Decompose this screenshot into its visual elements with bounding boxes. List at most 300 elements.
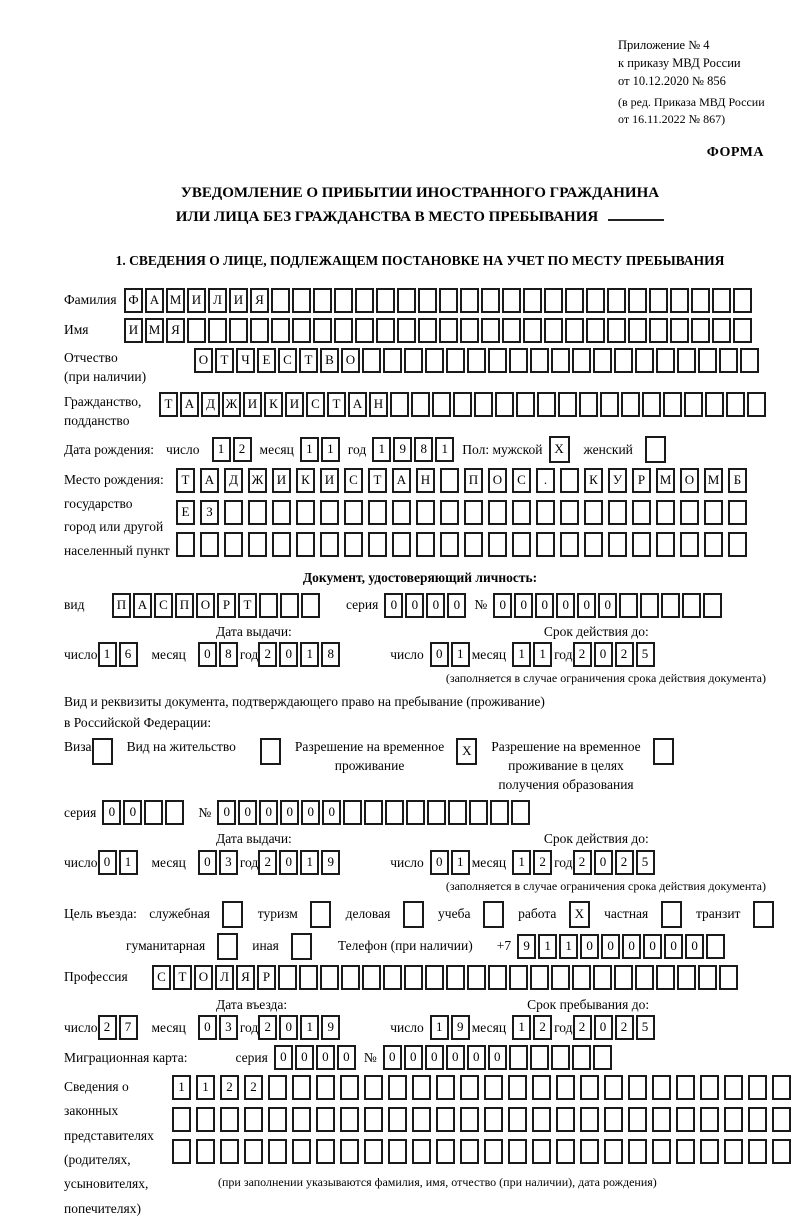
representatives-line1-boxes[interactable]: [172, 1075, 796, 1100]
birth-place-line3-boxes-cell[interactable]: [632, 532, 651, 557]
patronymic-boxes-cell[interactable]: [425, 348, 444, 373]
name-boxes-cell[interactable]: [292, 318, 311, 343]
birth-place-line1-boxes-cell[interactable]: О: [488, 468, 507, 493]
identity-issue-month-boxes-cell[interactable]: 0: [198, 642, 217, 667]
birth-year-boxes-cell[interactable]: 1: [435, 437, 454, 462]
profession-boxes-cell[interactable]: [446, 965, 465, 990]
birth-place-line1-boxes-cell[interactable]: К: [296, 468, 315, 493]
purpose-study-checkbox-cell[interactable]: [483, 901, 504, 928]
residence-number-boxes-cell[interactable]: 0: [280, 800, 299, 825]
name-boxes-cell[interactable]: [187, 318, 206, 343]
birth-month-boxes-cell[interactable]: 1: [321, 437, 340, 462]
name-boxes-cell[interactable]: [733, 318, 752, 343]
name-boxes-cell[interactable]: [418, 318, 437, 343]
surname-boxes-cell[interactable]: М: [166, 288, 185, 313]
birth-place-line2-boxes-cell[interactable]: [224, 500, 243, 525]
representatives-line2-boxes-cell[interactable]: [724, 1107, 743, 1132]
citizenship-boxes-cell[interactable]: [411, 392, 430, 417]
profession-boxes-cell[interactable]: [383, 965, 402, 990]
residence-valid-day-boxes-cell[interactable]: 0: [430, 850, 449, 875]
profession-boxes[interactable]: [152, 965, 740, 990]
representatives-line3-boxes-cell[interactable]: [436, 1139, 455, 1164]
identity-kind-boxes-cell[interactable]: О: [196, 593, 215, 618]
representatives-line1-boxes-cell[interactable]: 1: [172, 1075, 191, 1100]
identity-issue-day-boxes[interactable]: [98, 642, 140, 667]
purpose-private-checkbox[interactable]: [661, 901, 684, 928]
temp-permit-checkbox-cell[interactable]: X: [456, 738, 477, 765]
patronymic-boxes-cell[interactable]: Т: [299, 348, 318, 373]
representatives-line1-boxes-cell[interactable]: [460, 1075, 479, 1100]
representatives-line1-boxes-cell[interactable]: 2: [220, 1075, 239, 1100]
surname-boxes-cell[interactable]: [355, 288, 374, 313]
name-boxes-cell[interactable]: [334, 318, 353, 343]
representatives-line1-boxes-cell[interactable]: [292, 1075, 311, 1100]
birth-place-line2-boxes-cell[interactable]: [272, 500, 291, 525]
name-boxes-cell[interactable]: [229, 318, 248, 343]
birth-place-line3-boxes-cell[interactable]: [560, 532, 579, 557]
birth-place-line2-boxes-cell[interactable]: [248, 500, 267, 525]
representatives-line1-boxes-cell[interactable]: 1: [196, 1075, 215, 1100]
purpose-tourism-checkbox[interactable]: [310, 901, 333, 928]
visa-checkbox-cell[interactable]: [92, 738, 113, 765]
name-boxes-cell[interactable]: [670, 318, 689, 343]
identity-valid-year-boxes-cell[interactable]: 0: [594, 642, 613, 667]
phone-boxes-cell[interactable]: [706, 934, 725, 959]
profession-boxes-cell[interactable]: [656, 965, 675, 990]
patronymic-boxes-cell[interactable]: С: [278, 348, 297, 373]
representatives-line3-boxes-cell[interactable]: [772, 1139, 791, 1164]
residence-number-boxes-cell[interactable]: [448, 800, 467, 825]
name-boxes-cell[interactable]: [691, 318, 710, 343]
migration-number-boxes-cell[interactable]: 0: [488, 1045, 507, 1070]
citizenship-boxes-cell[interactable]: [453, 392, 472, 417]
until-day-boxes-cell[interactable]: 1: [430, 1015, 449, 1040]
residence-series-boxes-cell[interactable]: 0: [123, 800, 142, 825]
birth-place-line1-boxes-cell[interactable]: С: [344, 468, 363, 493]
surname-boxes-cell[interactable]: Ф: [124, 288, 143, 313]
representatives-line1-boxes-cell[interactable]: [532, 1075, 551, 1100]
surname-boxes-cell[interactable]: [271, 288, 290, 313]
birth-place-line2-boxes-cell[interactable]: [608, 500, 627, 525]
name-boxes-cell[interactable]: [355, 318, 374, 343]
patronymic-boxes-cell[interactable]: [719, 348, 738, 373]
identity-series-boxes-cell[interactable]: 0: [447, 593, 466, 618]
birth-place-line3-boxes-cell[interactable]: [512, 532, 531, 557]
birth-year-boxes-cell[interactable]: 1: [372, 437, 391, 462]
identity-issue-year-boxes-cell[interactable]: 0: [279, 642, 298, 667]
identity-kind-boxes-cell[interactable]: [301, 593, 320, 618]
phone-boxes[interactable]: [517, 934, 727, 959]
migration-number-boxes-cell[interactable]: [572, 1045, 591, 1070]
temp-permit-checkbox[interactable]: [456, 738, 479, 765]
citizenship-boxes-cell[interactable]: [390, 392, 409, 417]
edu-permit-checkbox-cell[interactable]: [653, 738, 674, 765]
identity-kind-boxes-cell[interactable]: А: [133, 593, 152, 618]
phone-boxes-cell[interactable]: 0: [580, 934, 599, 959]
residence-number-boxes-cell[interactable]: [427, 800, 446, 825]
birth-place-line3-boxes-cell[interactable]: [368, 532, 387, 557]
birth-place-line1-boxes-cell[interactable]: А: [392, 468, 411, 493]
identity-valid-day-boxes[interactable]: [430, 642, 472, 667]
identity-valid-year-boxes-cell[interactable]: 2: [615, 642, 634, 667]
migration-number-boxes-cell[interactable]: [530, 1045, 549, 1070]
birth-place-line3-boxes-cell[interactable]: [416, 532, 435, 557]
birth-place-line3-boxes-cell[interactable]: [344, 532, 363, 557]
phone-boxes-cell[interactable]: 0: [622, 934, 641, 959]
representatives-line2-boxes-cell[interactable]: [652, 1107, 671, 1132]
profession-boxes-cell[interactable]: [509, 965, 528, 990]
purpose-work-checkbox-cell[interactable]: X: [569, 901, 590, 928]
purpose-official-checkbox[interactable]: [222, 901, 245, 928]
identity-series-boxes-cell[interactable]: 0: [405, 593, 424, 618]
representatives-line3-boxes-cell[interactable]: [724, 1139, 743, 1164]
profession-boxes-cell[interactable]: Р: [257, 965, 276, 990]
profession-boxes-cell[interactable]: [320, 965, 339, 990]
purpose-humanitarian-checkbox[interactable]: [217, 933, 240, 960]
birth-place-line3-boxes-cell[interactable]: [320, 532, 339, 557]
identity-kind-boxes-cell[interactable]: П: [175, 593, 194, 618]
residence-number-boxes-cell[interactable]: [364, 800, 383, 825]
surname-boxes-cell[interactable]: [439, 288, 458, 313]
representatives-line1-boxes-cell[interactable]: [316, 1075, 335, 1100]
representatives-line2-boxes-cell[interactable]: [700, 1107, 719, 1132]
residence-issue-day-boxes-cell[interactable]: 0: [98, 850, 117, 875]
birth-place-line3-boxes-cell[interactable]: [464, 532, 483, 557]
birth-year-boxes-cell[interactable]: 9: [393, 437, 412, 462]
birth-place-line2-boxes-cell[interactable]: З: [200, 500, 219, 525]
residence-valid-day-boxes[interactable]: [430, 850, 472, 875]
patronymic-boxes-cell[interactable]: [362, 348, 381, 373]
citizenship-boxes-cell[interactable]: Н: [369, 392, 388, 417]
birth-year-boxes-cell[interactable]: 8: [414, 437, 433, 462]
birth-place-line2-boxes-cell[interactable]: [344, 500, 363, 525]
citizenship-boxes-cell[interactable]: [516, 392, 535, 417]
residence-issue-year-boxes-cell[interactable]: 0: [279, 850, 298, 875]
representatives-line2-boxes[interactable]: [172, 1107, 796, 1132]
purpose-business-checkbox-cell[interactable]: [403, 901, 424, 928]
representatives-line2-boxes-cell[interactable]: [340, 1107, 359, 1132]
birth-place-line3-boxes-cell[interactable]: [488, 532, 507, 557]
patronymic-boxes[interactable]: [194, 348, 761, 373]
purpose-business-checkbox[interactable]: [403, 901, 426, 928]
identity-valid-month-boxes[interactable]: [512, 642, 554, 667]
purpose-study-checkbox[interactable]: [483, 901, 506, 928]
representatives-line2-boxes-cell[interactable]: [196, 1107, 215, 1132]
residence-permit-checkbox-cell[interactable]: [260, 738, 281, 765]
identity-number-boxes-cell[interactable]: [682, 593, 701, 618]
identity-series-boxes-cell[interactable]: 0: [426, 593, 445, 618]
birth-day-boxes-cell[interactable]: 1: [212, 437, 231, 462]
citizenship-boxes-cell[interactable]: Д: [201, 392, 220, 417]
representatives-line2-boxes-cell[interactable]: [484, 1107, 503, 1132]
representatives-line2-boxes-cell[interactable]: [388, 1107, 407, 1132]
residence-valid-month-boxes[interactable]: [512, 850, 554, 875]
birth-year-boxes[interactable]: [372, 437, 456, 462]
birth-place-line2-boxes-cell[interactable]: [488, 500, 507, 525]
identity-number-boxes-cell[interactable]: 0: [556, 593, 575, 618]
identity-kind-boxes[interactable]: [112, 593, 322, 618]
birth-place-line3-boxes-cell[interactable]: [272, 532, 291, 557]
name-boxes-cell[interactable]: [460, 318, 479, 343]
migration-series-boxes-cell[interactable]: 0: [274, 1045, 293, 1070]
representatives-line1-boxes-cell[interactable]: [628, 1075, 647, 1100]
representatives-line1-boxes-cell[interactable]: [388, 1075, 407, 1100]
birth-place-line3-boxes-cell[interactable]: [392, 532, 411, 557]
entry-day-boxes[interactable]: [98, 1015, 140, 1040]
entry-month-boxes-cell[interactable]: 0: [198, 1015, 217, 1040]
profession-boxes-cell[interactable]: [299, 965, 318, 990]
entry-day-boxes-cell[interactable]: 7: [119, 1015, 138, 1040]
representatives-line2-boxes-cell[interactable]: [220, 1107, 239, 1132]
identity-kind-boxes-cell[interactable]: Т: [238, 593, 257, 618]
migration-number-boxes-cell[interactable]: 0: [383, 1045, 402, 1070]
representatives-line2-boxes-cell[interactable]: [244, 1107, 263, 1132]
phone-boxes-cell[interactable]: 9: [517, 934, 536, 959]
entry-year-boxes-cell[interactable]: 2: [258, 1015, 277, 1040]
surname-boxes-cell[interactable]: [607, 288, 626, 313]
representatives-line3-boxes-cell[interactable]: [316, 1139, 335, 1164]
identity-valid-year-boxes[interactable]: [573, 642, 657, 667]
representatives-line3-boxes-cell[interactable]: [244, 1139, 263, 1164]
birth-place-line3-boxes-cell[interactable]: [296, 532, 315, 557]
name-boxes-cell[interactable]: [250, 318, 269, 343]
profession-boxes-cell[interactable]: [425, 965, 444, 990]
surname-boxes-cell[interactable]: Я: [250, 288, 269, 313]
representatives-line1-boxes-cell[interactable]: [484, 1075, 503, 1100]
birth-place-line1-boxes-cell[interactable]: Т: [368, 468, 387, 493]
patronymic-boxes-cell[interactable]: [698, 348, 717, 373]
representatives-line2-boxes-cell[interactable]: [628, 1107, 647, 1132]
residence-series-boxes[interactable]: [102, 800, 186, 825]
profession-boxes-cell[interactable]: [677, 965, 696, 990]
representatives-line3-boxes-cell[interactable]: [196, 1139, 215, 1164]
residence-issue-year-boxes-cell[interactable]: 2: [258, 850, 277, 875]
residence-number-boxes-cell[interactable]: [343, 800, 362, 825]
birth-place-line3-boxes-cell[interactable]: [584, 532, 603, 557]
migration-number-boxes-cell[interactable]: [551, 1045, 570, 1070]
citizenship-boxes-cell[interactable]: Т: [327, 392, 346, 417]
birth-place-line1-boxes-cell[interactable]: О: [680, 468, 699, 493]
birth-place-line1-boxes-cell[interactable]: У: [608, 468, 627, 493]
profession-boxes-cell[interactable]: О: [194, 965, 213, 990]
identity-issue-year-boxes-cell[interactable]: 1: [300, 642, 319, 667]
patronymic-boxes-cell[interactable]: Т: [215, 348, 234, 373]
residence-issue-day-boxes-cell[interactable]: 1: [119, 850, 138, 875]
birth-place-line1-boxes-cell[interactable]: М: [656, 468, 675, 493]
residence-permit-checkbox[interactable]: [260, 738, 283, 765]
surname-boxes-cell[interactable]: Л: [208, 288, 227, 313]
residence-number-boxes-cell[interactable]: 0: [301, 800, 320, 825]
until-day-boxes-cell[interactable]: 9: [451, 1015, 470, 1040]
representatives-line2-boxes-cell[interactable]: [580, 1107, 599, 1132]
representatives-line1-boxes-cell[interactable]: [268, 1075, 287, 1100]
birth-place-line2-boxes-cell[interactable]: [560, 500, 579, 525]
identity-number-boxes-cell[interactable]: 0: [493, 593, 512, 618]
patronymic-boxes-cell[interactable]: [530, 348, 549, 373]
migration-series-boxes-cell[interactable]: 0: [337, 1045, 356, 1070]
phone-boxes-cell[interactable]: 0: [664, 934, 683, 959]
birth-place-line1-boxes-cell[interactable]: Т: [176, 468, 195, 493]
residence-number-boxes-cell[interactable]: 0: [217, 800, 236, 825]
patronymic-boxes-cell[interactable]: [488, 348, 507, 373]
until-day-boxes[interactable]: [430, 1015, 472, 1040]
representatives-line3-boxes-cell[interactable]: [508, 1139, 527, 1164]
patronymic-boxes-cell[interactable]: [509, 348, 528, 373]
residence-valid-year-boxes-cell[interactable]: 5: [636, 850, 655, 875]
identity-valid-day-boxes-cell[interactable]: 1: [451, 642, 470, 667]
representatives-line3-boxes-cell[interactable]: [484, 1139, 503, 1164]
until-year-boxes-cell[interactable]: 5: [636, 1015, 655, 1040]
birth-place-line3-boxes-cell[interactable]: [728, 532, 747, 557]
representatives-line3-boxes-cell[interactable]: [460, 1139, 479, 1164]
patronymic-boxes-cell[interactable]: [656, 348, 675, 373]
name-boxes-cell[interactable]: Я: [166, 318, 185, 343]
purpose-private-checkbox-cell[interactable]: [661, 901, 682, 928]
until-year-boxes-cell[interactable]: 2: [573, 1015, 592, 1040]
patronymic-boxes-cell[interactable]: [404, 348, 423, 373]
identity-number-boxes-cell[interactable]: [619, 593, 638, 618]
surname-boxes-cell[interactable]: [376, 288, 395, 313]
birth-place-line2-boxes-cell[interactable]: [440, 500, 459, 525]
name-boxes-cell[interactable]: [313, 318, 332, 343]
patronymic-boxes-cell[interactable]: [446, 348, 465, 373]
citizenship-boxes-cell[interactable]: Ж: [222, 392, 241, 417]
patronymic-boxes-cell[interactable]: Ч: [236, 348, 255, 373]
profession-boxes-cell[interactable]: [278, 965, 297, 990]
until-month-boxes-cell[interactable]: 1: [512, 1015, 531, 1040]
profession-boxes-cell[interactable]: [593, 965, 612, 990]
identity-issue-year-boxes-cell[interactable]: 8: [321, 642, 340, 667]
identity-valid-day-boxes-cell[interactable]: 0: [430, 642, 449, 667]
representatives-line3-boxes-cell[interactable]: [388, 1139, 407, 1164]
citizenship-boxes-cell[interactable]: К: [264, 392, 283, 417]
surname-boxes[interactable]: [124, 288, 754, 313]
birth-place-line3-boxes-cell[interactable]: [176, 532, 195, 557]
profession-boxes-cell[interactable]: С: [152, 965, 171, 990]
name-boxes-cell[interactable]: [208, 318, 227, 343]
representatives-line2-boxes-cell[interactable]: [556, 1107, 575, 1132]
name-boxes-cell[interactable]: [607, 318, 626, 343]
profession-boxes-cell[interactable]: [341, 965, 360, 990]
surname-boxes-cell[interactable]: [334, 288, 353, 313]
surname-boxes-cell[interactable]: [670, 288, 689, 313]
entry-year-boxes-cell[interactable]: 0: [279, 1015, 298, 1040]
migration-number-boxes-cell[interactable]: 0: [467, 1045, 486, 1070]
birth-place-line3-boxes-cell[interactable]: [608, 532, 627, 557]
representatives-line1-boxes-cell[interactable]: [508, 1075, 527, 1100]
birth-place-line2-boxes-cell[interactable]: [512, 500, 531, 525]
migration-number-boxes-cell[interactable]: 0: [404, 1045, 423, 1070]
residence-issue-year-boxes-cell[interactable]: 9: [321, 850, 340, 875]
residence-issue-month-boxes-cell[interactable]: 0: [198, 850, 217, 875]
entry-year-boxes[interactable]: [258, 1015, 342, 1040]
residence-valid-year-boxes-cell[interactable]: 2: [573, 850, 592, 875]
profession-boxes-cell[interactable]: [467, 965, 486, 990]
representatives-line2-boxes-cell[interactable]: [460, 1107, 479, 1132]
migration-number-boxes-cell[interactable]: [593, 1045, 612, 1070]
birth-place-line2-boxes-cell[interactable]: [392, 500, 411, 525]
representatives-line3-boxes-cell[interactable]: [556, 1139, 575, 1164]
representatives-line3-boxes-cell[interactable]: [292, 1139, 311, 1164]
residence-series-boxes-cell[interactable]: 0: [102, 800, 121, 825]
identity-kind-boxes-cell[interactable]: П: [112, 593, 131, 618]
patronymic-boxes-cell[interactable]: О: [341, 348, 360, 373]
patronymic-boxes-cell[interactable]: [593, 348, 612, 373]
patronymic-boxes-cell[interactable]: [740, 348, 759, 373]
citizenship-boxes-cell[interactable]: [621, 392, 640, 417]
name-boxes[interactable]: [124, 318, 754, 343]
purpose-transit-checkbox-cell[interactable]: [753, 901, 774, 928]
birth-place-line2-boxes-cell[interactable]: [416, 500, 435, 525]
surname-boxes-cell[interactable]: И: [187, 288, 206, 313]
profession-boxes-cell[interactable]: [719, 965, 738, 990]
phone-boxes-cell[interactable]: 0: [643, 934, 662, 959]
name-boxes-cell[interactable]: [502, 318, 521, 343]
identity-valid-year-boxes-cell[interactable]: 5: [636, 642, 655, 667]
birth-place-line1-boxes[interactable]: [176, 468, 752, 493]
patronymic-boxes-cell[interactable]: Е: [257, 348, 276, 373]
migration-series-boxes-cell[interactable]: 0: [316, 1045, 335, 1070]
name-boxes-cell[interactable]: И: [124, 318, 143, 343]
representatives-line1-boxes-cell[interactable]: [580, 1075, 599, 1100]
citizenship-boxes-cell[interactable]: [705, 392, 724, 417]
identity-number-boxes-cell[interactable]: [703, 593, 722, 618]
representatives-line2-boxes-cell[interactable]: [316, 1107, 335, 1132]
representatives-line1-boxes-cell[interactable]: [340, 1075, 359, 1100]
residence-series-boxes-cell[interactable]: [144, 800, 163, 825]
residence-number-boxes-cell[interactable]: [490, 800, 509, 825]
representatives-line2-boxes-cell[interactable]: [676, 1107, 695, 1132]
residence-issue-year-boxes[interactable]: [258, 850, 342, 875]
name-boxes-cell[interactable]: [586, 318, 605, 343]
surname-boxes-cell[interactable]: [397, 288, 416, 313]
birth-place-line1-boxes-cell[interactable]: Б: [728, 468, 747, 493]
birth-place-line1-boxes-cell[interactable]: М: [704, 468, 723, 493]
birth-place-line1-boxes-cell[interactable]: К: [584, 468, 603, 493]
residence-number-boxes-cell[interactable]: 0: [238, 800, 257, 825]
patronymic-boxes-cell[interactable]: [572, 348, 591, 373]
identity-number-boxes-cell[interactable]: [661, 593, 680, 618]
residence-number-boxes-cell[interactable]: [511, 800, 530, 825]
identity-issue-day-boxes-cell[interactable]: 1: [98, 642, 117, 667]
birth-place-line2-boxes-cell[interactable]: [320, 500, 339, 525]
profession-boxes-cell[interactable]: Л: [215, 965, 234, 990]
birth-place-line1-boxes-cell[interactable]: .: [536, 468, 555, 493]
surname-boxes-cell[interactable]: [313, 288, 332, 313]
residence-valid-year-boxes-cell[interactable]: 2: [615, 850, 634, 875]
entry-month-boxes-cell[interactable]: 3: [219, 1015, 238, 1040]
phone-boxes-cell[interactable]: 0: [685, 934, 704, 959]
surname-boxes-cell[interactable]: [292, 288, 311, 313]
representatives-line2-boxes-cell[interactable]: [292, 1107, 311, 1132]
surname-boxes-cell[interactable]: [523, 288, 542, 313]
identity-kind-boxes-cell[interactable]: [280, 593, 299, 618]
representatives-line2-boxes-cell[interactable]: [532, 1107, 551, 1132]
migration-series-boxes-cell[interactable]: 0: [295, 1045, 314, 1070]
name-boxes-cell[interactable]: [481, 318, 500, 343]
identity-kind-boxes-cell[interactable]: С: [154, 593, 173, 618]
birth-place-line2-boxes-cell[interactable]: [584, 500, 603, 525]
phone-boxes-cell[interactable]: 1: [559, 934, 578, 959]
birth-place-line1-boxes-cell[interactable]: [440, 468, 459, 493]
birth-place-line2-boxes-cell[interactable]: [728, 500, 747, 525]
migration-number-boxes-cell[interactable]: 0: [425, 1045, 444, 1070]
purpose-transit-checkbox[interactable]: [753, 901, 776, 928]
representatives-line1-boxes-cell[interactable]: [436, 1075, 455, 1100]
birth-place-line1-boxes-cell[interactable]: Д: [224, 468, 243, 493]
birth-place-line3-boxes-cell[interactable]: [200, 532, 219, 557]
representatives-line3-boxes-cell[interactable]: [172, 1139, 191, 1164]
